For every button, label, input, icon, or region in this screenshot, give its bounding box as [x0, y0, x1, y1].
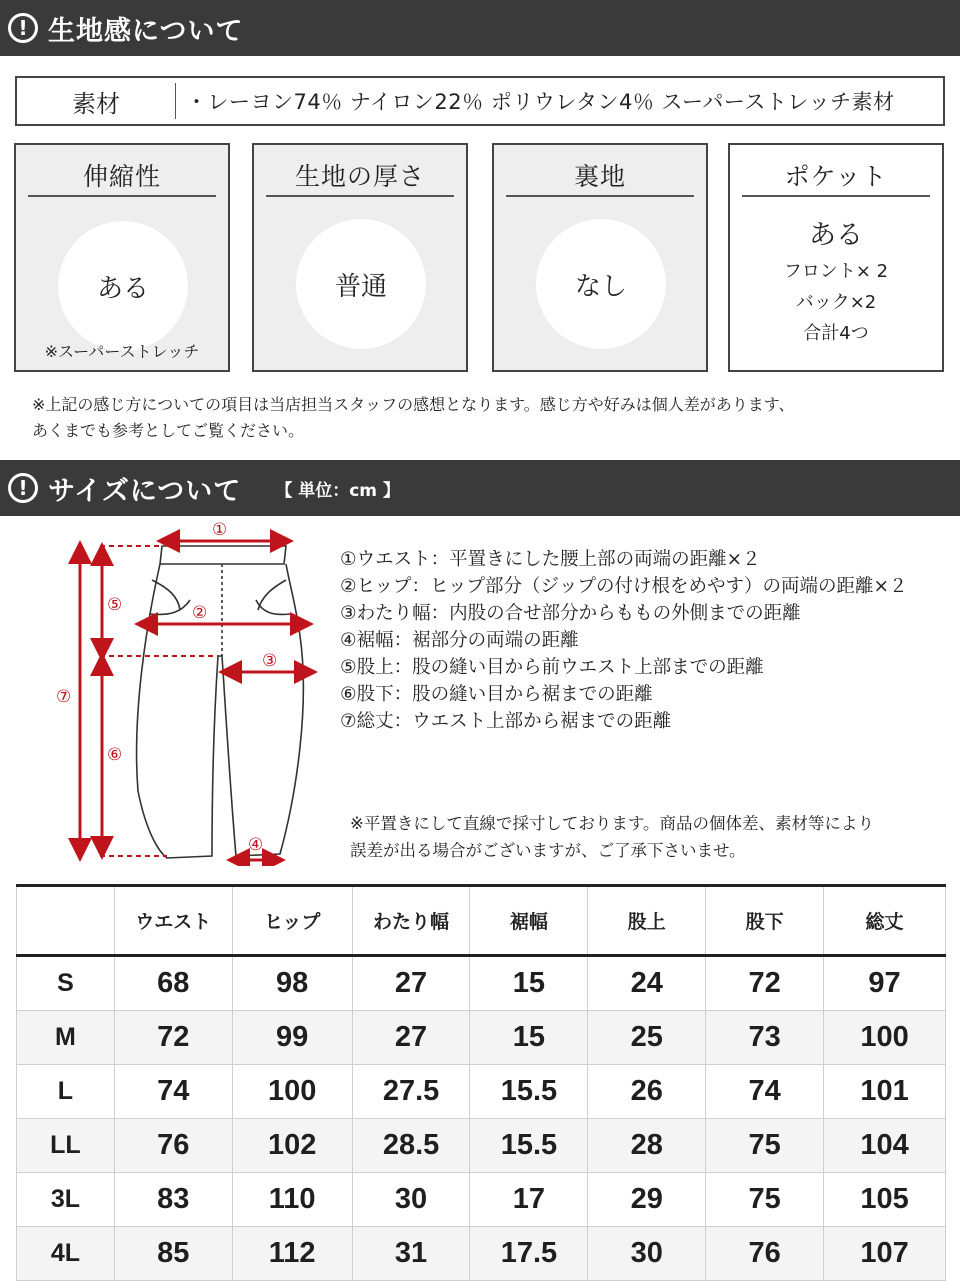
legend-item: ③わたり幅：内股の合せ部分からももの外側までの距離 — [340, 603, 801, 624]
header-length: 総丈 — [824, 886, 946, 956]
marker-hip: ② — [192, 603, 208, 623]
pocket-detail-back: バック×2 — [795, 292, 877, 313]
size-unit-label: 【 単位：cm 】 — [275, 480, 400, 501]
marker-hem: ④ — [248, 835, 264, 855]
marker-rise: ⑤ — [107, 595, 123, 615]
stretch-card — [14, 143, 230, 372]
marker-inseam: ⑥ — [107, 745, 123, 765]
pants-diagram — [0, 516, 320, 866]
table-cell: 100 — [824, 1011, 946, 1065]
table-cell: 105 — [824, 1173, 946, 1227]
material-value: ・レーヨン74％ ナイロン22％ ポリウレタン4％ スーパーストレッチ素材 — [186, 90, 895, 114]
size-cell: M — [17, 1011, 115, 1065]
legend-item: ②ヒップ：ヒップ部分（ジップの付け根をめやす）の両端の距離×２ — [340, 576, 908, 597]
table-cell: 76 — [114, 1119, 232, 1173]
table-cell: 30 — [352, 1173, 470, 1227]
size-section-header — [0, 460, 960, 516]
table-cell: 107 — [824, 1227, 946, 1281]
table-cell: 85 — [114, 1227, 232, 1281]
size-section-title: サイズについて — [48, 475, 242, 507]
legend-item: ⑤股上：股の縫い目から前ウエスト上部までの距離 — [340, 657, 764, 678]
lining-card-value: なし — [536, 219, 666, 349]
size-cell: L — [17, 1065, 115, 1119]
fabric-section-header — [0, 0, 960, 56]
pocket-detail-total: 合計4つ — [803, 323, 869, 344]
table-cell: 74 — [706, 1065, 824, 1119]
thickness-card-value: 普通 — [296, 219, 426, 349]
table-cell: 98 — [232, 956, 352, 1011]
table-cell: 112 — [232, 1227, 352, 1281]
size-cell: LL — [17, 1119, 115, 1173]
header-size — [17, 886, 115, 956]
measurement-note-line-1: ※平置きにして直線で採寸しております。商品の個体差、素材等により — [350, 814, 875, 833]
table-cell: 68 — [114, 956, 232, 1011]
pocket-card — [728, 143, 944, 372]
fabric-disclaimer — [32, 392, 795, 444]
table-cell: 72 — [706, 956, 824, 1011]
table-cell: 15.5 — [470, 1119, 588, 1173]
marker-thigh: ③ — [262, 651, 278, 671]
header-rise: 股上 — [588, 886, 706, 956]
table-cell: 15 — [470, 1011, 588, 1065]
marker-waist: ① — [212, 520, 228, 540]
measurement-note-line-2: 誤差が出る場合がございますが、ご了承下さいませ。 — [350, 841, 746, 860]
size-cell: 4L — [17, 1227, 115, 1281]
table-cell: 17.5 — [470, 1227, 588, 1281]
table-cell: 99 — [232, 1011, 352, 1065]
table-cell: 30 — [588, 1227, 706, 1281]
table-row — [17, 1119, 946, 1173]
exclamation-icon: ! — [8, 13, 38, 43]
fabric-disclaimer-line-1: ※上記の感じ方についての項目は当店担当スタッフの感想となります。感じ方や好みは個人差があります、 — [32, 395, 795, 414]
table-cell: 27 — [352, 956, 470, 1011]
table-cell: 25 — [588, 1011, 706, 1065]
table-cell: 100 — [232, 1065, 352, 1119]
lining-card-title: 裏地 — [506, 159, 694, 197]
material-row — [15, 76, 945, 126]
table-cell: 76 — [706, 1227, 824, 1281]
exclamation-icon: ! — [8, 473, 38, 503]
size-cell: S — [17, 956, 115, 1011]
lining-card — [492, 143, 708, 372]
pocket-card-value: ある — [809, 220, 863, 251]
fabric-disclaimer-line-2: あくまでも参考としてご覧ください。 — [32, 421, 305, 440]
measurement-legend — [340, 546, 907, 735]
table-row — [17, 1011, 946, 1065]
stretch-card-title: 伸縮性 — [28, 159, 216, 197]
table-cell: 17 — [470, 1173, 588, 1227]
header-thigh: わたり幅 — [352, 886, 470, 956]
size-table — [16, 884, 946, 1281]
table-cell: 15.5 — [470, 1065, 588, 1119]
table-cell: 27.5 — [352, 1065, 470, 1119]
stretch-card-note: ※スーパーストレッチ — [44, 342, 200, 361]
header-waist: ウエスト — [114, 886, 232, 956]
table-cell: 27 — [352, 1011, 470, 1065]
pants-outline — [137, 546, 304, 858]
measurement-note — [350, 810, 874, 864]
pocket-card-title: ポケット — [742, 159, 930, 197]
header-hip: ヒップ — [232, 886, 352, 956]
table-cell: 75 — [706, 1119, 824, 1173]
legend-item: ①ウエスト：平置きにした腰上部の両端の距離×２ — [340, 549, 761, 570]
legend-item: ⑥股下：股の縫い目から裾までの距離 — [340, 684, 653, 705]
table-row — [17, 1173, 946, 1227]
table-row — [17, 956, 946, 1011]
table-cell: 29 — [588, 1173, 706, 1227]
table-cell: 97 — [824, 956, 946, 1011]
table-row — [17, 1227, 946, 1281]
table-cell: 83 — [114, 1173, 232, 1227]
legend-item: ⑦総丈：ウエスト上部から裾までの距離 — [340, 711, 672, 732]
table-cell: 28 — [588, 1119, 706, 1173]
size-cell: 3L — [17, 1173, 115, 1227]
material-label: 素材 — [72, 89, 120, 118]
fabric-section-title: 生地感について — [48, 15, 244, 47]
table-cell: 102 — [232, 1119, 352, 1173]
table-cell: 28.5 — [352, 1119, 470, 1173]
marker-length: ⑦ — [56, 687, 72, 707]
pocket-detail-front: フロント× 2 — [783, 261, 889, 282]
legend-item: ④裾幅：裾部分の両端の距離 — [340, 630, 579, 651]
header-inseam: 股下 — [706, 886, 824, 956]
table-cell: 73 — [706, 1011, 824, 1065]
table-cell: 75 — [706, 1173, 824, 1227]
header-hem: 裾幅 — [470, 886, 588, 956]
table-row — [17, 1065, 946, 1119]
table-cell: 31 — [352, 1227, 470, 1281]
size-table-header-row — [17, 886, 946, 956]
table-cell: 74 — [114, 1065, 232, 1119]
table-cell: 15 — [470, 956, 588, 1011]
thickness-card — [252, 143, 468, 372]
stretch-card-value: ある — [58, 221, 188, 351]
table-cell: 24 — [588, 956, 706, 1011]
table-cell: 110 — [232, 1173, 352, 1227]
table-cell: 101 — [824, 1065, 946, 1119]
table-cell: 72 — [114, 1011, 232, 1065]
thickness-card-title: 生地の厚さ — [266, 159, 454, 197]
table-cell: 26 — [588, 1065, 706, 1119]
table-cell: 104 — [824, 1119, 946, 1173]
